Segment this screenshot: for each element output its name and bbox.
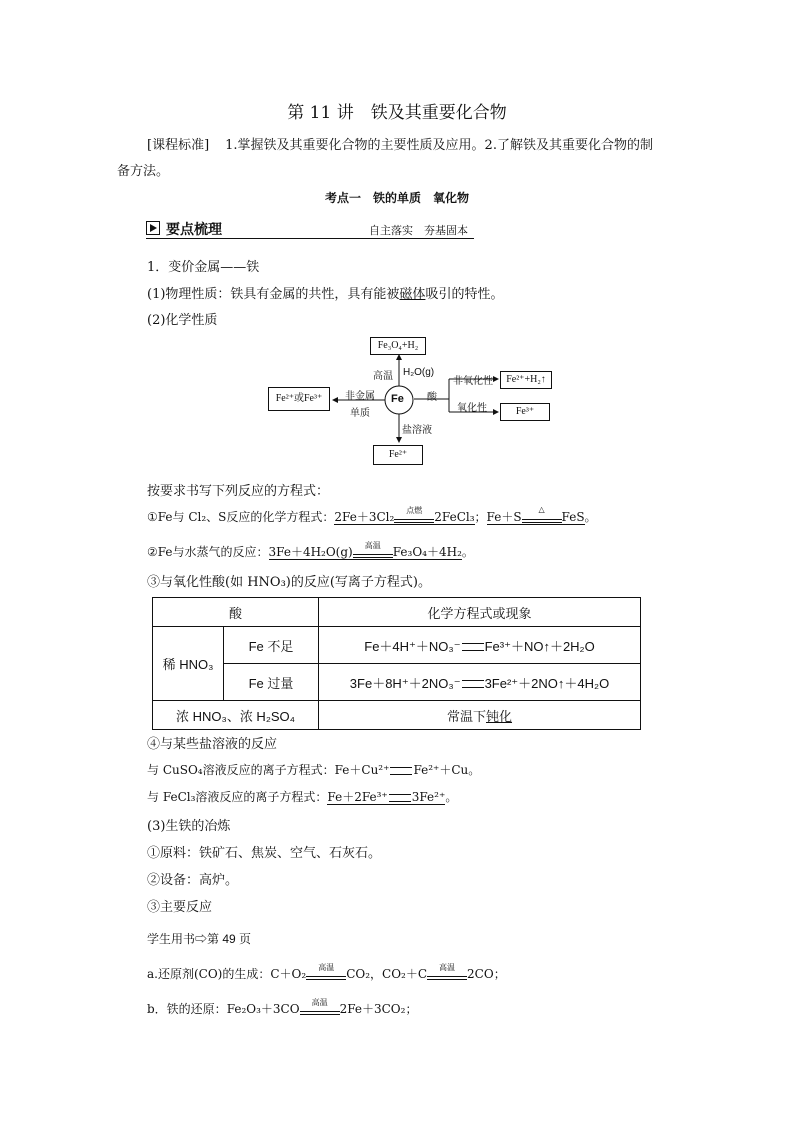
equation-cuso4 bbox=[147, 761, 480, 778]
label-gaowen: 高温 bbox=[373, 371, 393, 382]
table-row bbox=[153, 701, 641, 730]
equals-sign bbox=[462, 643, 484, 651]
box-fe3: Fe³⁺ bbox=[500, 403, 550, 421]
kaodian-heading: 考点一 铁的单质 氧化物 bbox=[324, 191, 469, 205]
table-row bbox=[153, 598, 641, 627]
label-element: 单质 bbox=[350, 408, 370, 419]
eq8-prefix: b．铁的还原： bbox=[147, 1002, 227, 1016]
label-oxidizing: 氧化性 bbox=[457, 403, 487, 414]
cell-conc-acids: 浓 HNO₃、浓 H₂SO₄ bbox=[153, 701, 319, 730]
eq7-r1: CO₂，CO₂＋C bbox=[346, 967, 428, 981]
eq-sign-gaowen bbox=[300, 997, 340, 1017]
box-fe2-bottom: Fe²⁺ bbox=[373, 445, 423, 465]
eq7-l1: C＋O₂ bbox=[270, 967, 307, 981]
cell-eq-insufficient bbox=[319, 627, 641, 664]
box-fe3o4-h2: Fe₃O₄+H₂ bbox=[370, 337, 426, 355]
eq6-left: Fe＋2Fe³⁺ bbox=[327, 790, 388, 804]
eq5-prefix: 与 CuSO₄溶液反应的离子方程式： bbox=[147, 763, 335, 777]
eq7-c2: 高温 bbox=[439, 962, 456, 972]
course-standard-label: [课程标准] bbox=[147, 138, 210, 153]
heading-iron: 1．变价金属——铁 bbox=[147, 260, 260, 275]
eq7-c1: 高温 bbox=[318, 962, 335, 972]
oxidizing-acid-heading: ③与氧化性酸(如 HNO₃)的反应(写离子方程式)。 bbox=[147, 575, 432, 590]
r1-right: Fe³⁺＋NO↑＋2H₂O bbox=[484, 638, 595, 654]
physical-prefix: (1)物理性质：铁具有金属的共性，具有能被 bbox=[147, 287, 400, 302]
equation-fecl3 bbox=[147, 788, 457, 805]
equals-sign bbox=[390, 767, 412, 775]
label-h2o: H₂O(g) bbox=[403, 367, 435, 378]
eq1-a-left: 2Fe＋3Cl₂ bbox=[334, 510, 395, 524]
chem-property-heading: (2)化学性质 bbox=[147, 313, 218, 328]
main-reactions: ③主要反应 bbox=[147, 900, 213, 915]
course-standard-line1 bbox=[147, 134, 653, 153]
eq5-left: Fe＋Cu²⁺ bbox=[334, 763, 390, 777]
reaction-diagram bbox=[265, 335, 555, 468]
eq-sign-heat bbox=[522, 504, 562, 525]
cell-dilute-hno3: 稀 HNO₃ bbox=[153, 627, 224, 701]
table-row bbox=[153, 664, 641, 701]
eq2-cond: 高温 bbox=[364, 540, 381, 550]
eq8-l1: Fe₂O₃＋3CO bbox=[226, 1002, 300, 1016]
header-acid: 酸 bbox=[153, 598, 319, 627]
equals-sign bbox=[389, 794, 411, 802]
eq1-a-right: 2FeCl₃ bbox=[434, 510, 475, 524]
label-non-oxidizing: 非氧化性 bbox=[453, 376, 493, 387]
equation-fe-cl2-s bbox=[147, 504, 597, 525]
cell-fe-insufficient: Fe 不足 bbox=[224, 627, 319, 664]
cell-fe-excess: Fe 过量 bbox=[224, 664, 319, 701]
label-nonmetal: 非金属 bbox=[345, 391, 375, 402]
eq5-end: 。 bbox=[468, 763, 481, 777]
r1-left: Fe＋4H⁺＋NO₃⁻ bbox=[364, 638, 461, 654]
cell-passivation bbox=[319, 701, 641, 730]
physical-property bbox=[147, 283, 503, 302]
eq6-end: 。 bbox=[445, 790, 458, 804]
cell-eq-excess bbox=[319, 664, 641, 701]
eq6-right: 3Fe²⁺ bbox=[411, 790, 446, 804]
header-equation: 化学方程式或现象 bbox=[319, 598, 641, 627]
eq1-a-cond: 点燃 bbox=[406, 505, 423, 515]
eq8-c1: 高温 bbox=[311, 997, 328, 1007]
page-title: 第 11 讲 铁及其重要化合物 bbox=[287, 103, 507, 123]
eq1-b-left: Fe＋S bbox=[486, 510, 522, 524]
eq2-left: 3Fe＋4H₂O(g) bbox=[268, 545, 353, 559]
eq1-b-cond: △ bbox=[538, 504, 545, 514]
equation-fe-steam bbox=[147, 540, 474, 560]
equation-iron-reduction bbox=[147, 997, 418, 1017]
eq6-answer bbox=[327, 790, 445, 805]
eq1-b-right: FeS bbox=[561, 510, 585, 524]
physical-answer: 磁体 bbox=[399, 287, 426, 302]
eq1-prefix: ①Fe与 Cl₂、S反应的化学方程式： bbox=[147, 510, 335, 524]
equation-co-generation bbox=[147, 962, 506, 982]
box-fe2-h2: Fe²⁺+H₂↑ bbox=[500, 371, 552, 389]
salt-reaction-heading: ④与某些盐溶液的反应 bbox=[147, 737, 278, 752]
pig-iron-heading: (3)生铁的冶炼 bbox=[147, 819, 231, 834]
eq-sign-gaowen bbox=[306, 962, 346, 982]
physical-suffix: 吸引的特性。 bbox=[425, 287, 504, 302]
eq-sign-gaowen bbox=[427, 962, 467, 982]
equipment: ②设备：高炉。 bbox=[147, 873, 239, 888]
eq1-answer-b bbox=[486, 504, 585, 525]
eq8-r1: 2Fe＋3CO₂； bbox=[339, 1002, 418, 1016]
eq2-right: Fe₃O₄＋4H₂ bbox=[392, 545, 462, 559]
r3-prefix: 常温下 bbox=[446, 708, 486, 724]
book-page-ref: 学生用书⇨第 49 页 bbox=[147, 932, 252, 946]
eq2-answer bbox=[268, 540, 462, 560]
eq1-sep: ； bbox=[474, 510, 487, 524]
eq6-prefix: 与 FeCl₃溶液反应的离子方程式： bbox=[147, 790, 328, 804]
r2-left: 3Fe＋8H⁺＋2NO₃⁻ bbox=[349, 675, 461, 691]
eq7-r2: 2CO； bbox=[467, 967, 506, 981]
eq7-prefix: a.还原剂(CO)的生成： bbox=[147, 967, 271, 981]
table-row bbox=[153, 627, 641, 664]
eq-sign-dianran bbox=[394, 505, 434, 525]
course-standard-line2: 备方法。 bbox=[117, 164, 170, 179]
eq-sign-gaowen bbox=[353, 540, 393, 560]
section-title: 要点梳理 bbox=[166, 222, 222, 238]
diagram-center-fe: Fe bbox=[391, 393, 404, 405]
r2-right: 3Fe²⁺＋2NO↑＋4H₂O bbox=[484, 675, 610, 691]
equals-sign bbox=[462, 680, 484, 688]
section-bar bbox=[146, 219, 474, 239]
instruction: 按要求书写下列反应的方程式： bbox=[147, 484, 330, 499]
course-standard-text: 1.掌握铁及其重要化合物的主要性质及应用。2.了解铁及其重要化合物的制 bbox=[225, 138, 653, 153]
label-salt-solution: 盐溶液 bbox=[402, 425, 432, 436]
box-fe2-fe3: Fe²⁺或Fe³⁺ bbox=[268, 387, 330, 411]
eq2-end: 。 bbox=[461, 545, 474, 559]
raw-materials: ①原料：铁矿石、焦炭、空气、石灰石。 bbox=[147, 846, 382, 861]
section-tag: 自主落实 夯基固本 bbox=[369, 224, 468, 237]
eq1-answer bbox=[334, 505, 475, 525]
eq5-right: Fe²⁺＋Cu bbox=[413, 763, 469, 777]
acid-reaction-table bbox=[152, 597, 641, 730]
eq1-end: 。 bbox=[584, 510, 597, 524]
play-icon bbox=[146, 221, 160, 235]
r3-answer: 钝化 bbox=[486, 708, 513, 724]
eq2-prefix: ②Fe与水蒸气的反应： bbox=[147, 545, 269, 559]
label-acid: 酸 bbox=[427, 392, 437, 403]
